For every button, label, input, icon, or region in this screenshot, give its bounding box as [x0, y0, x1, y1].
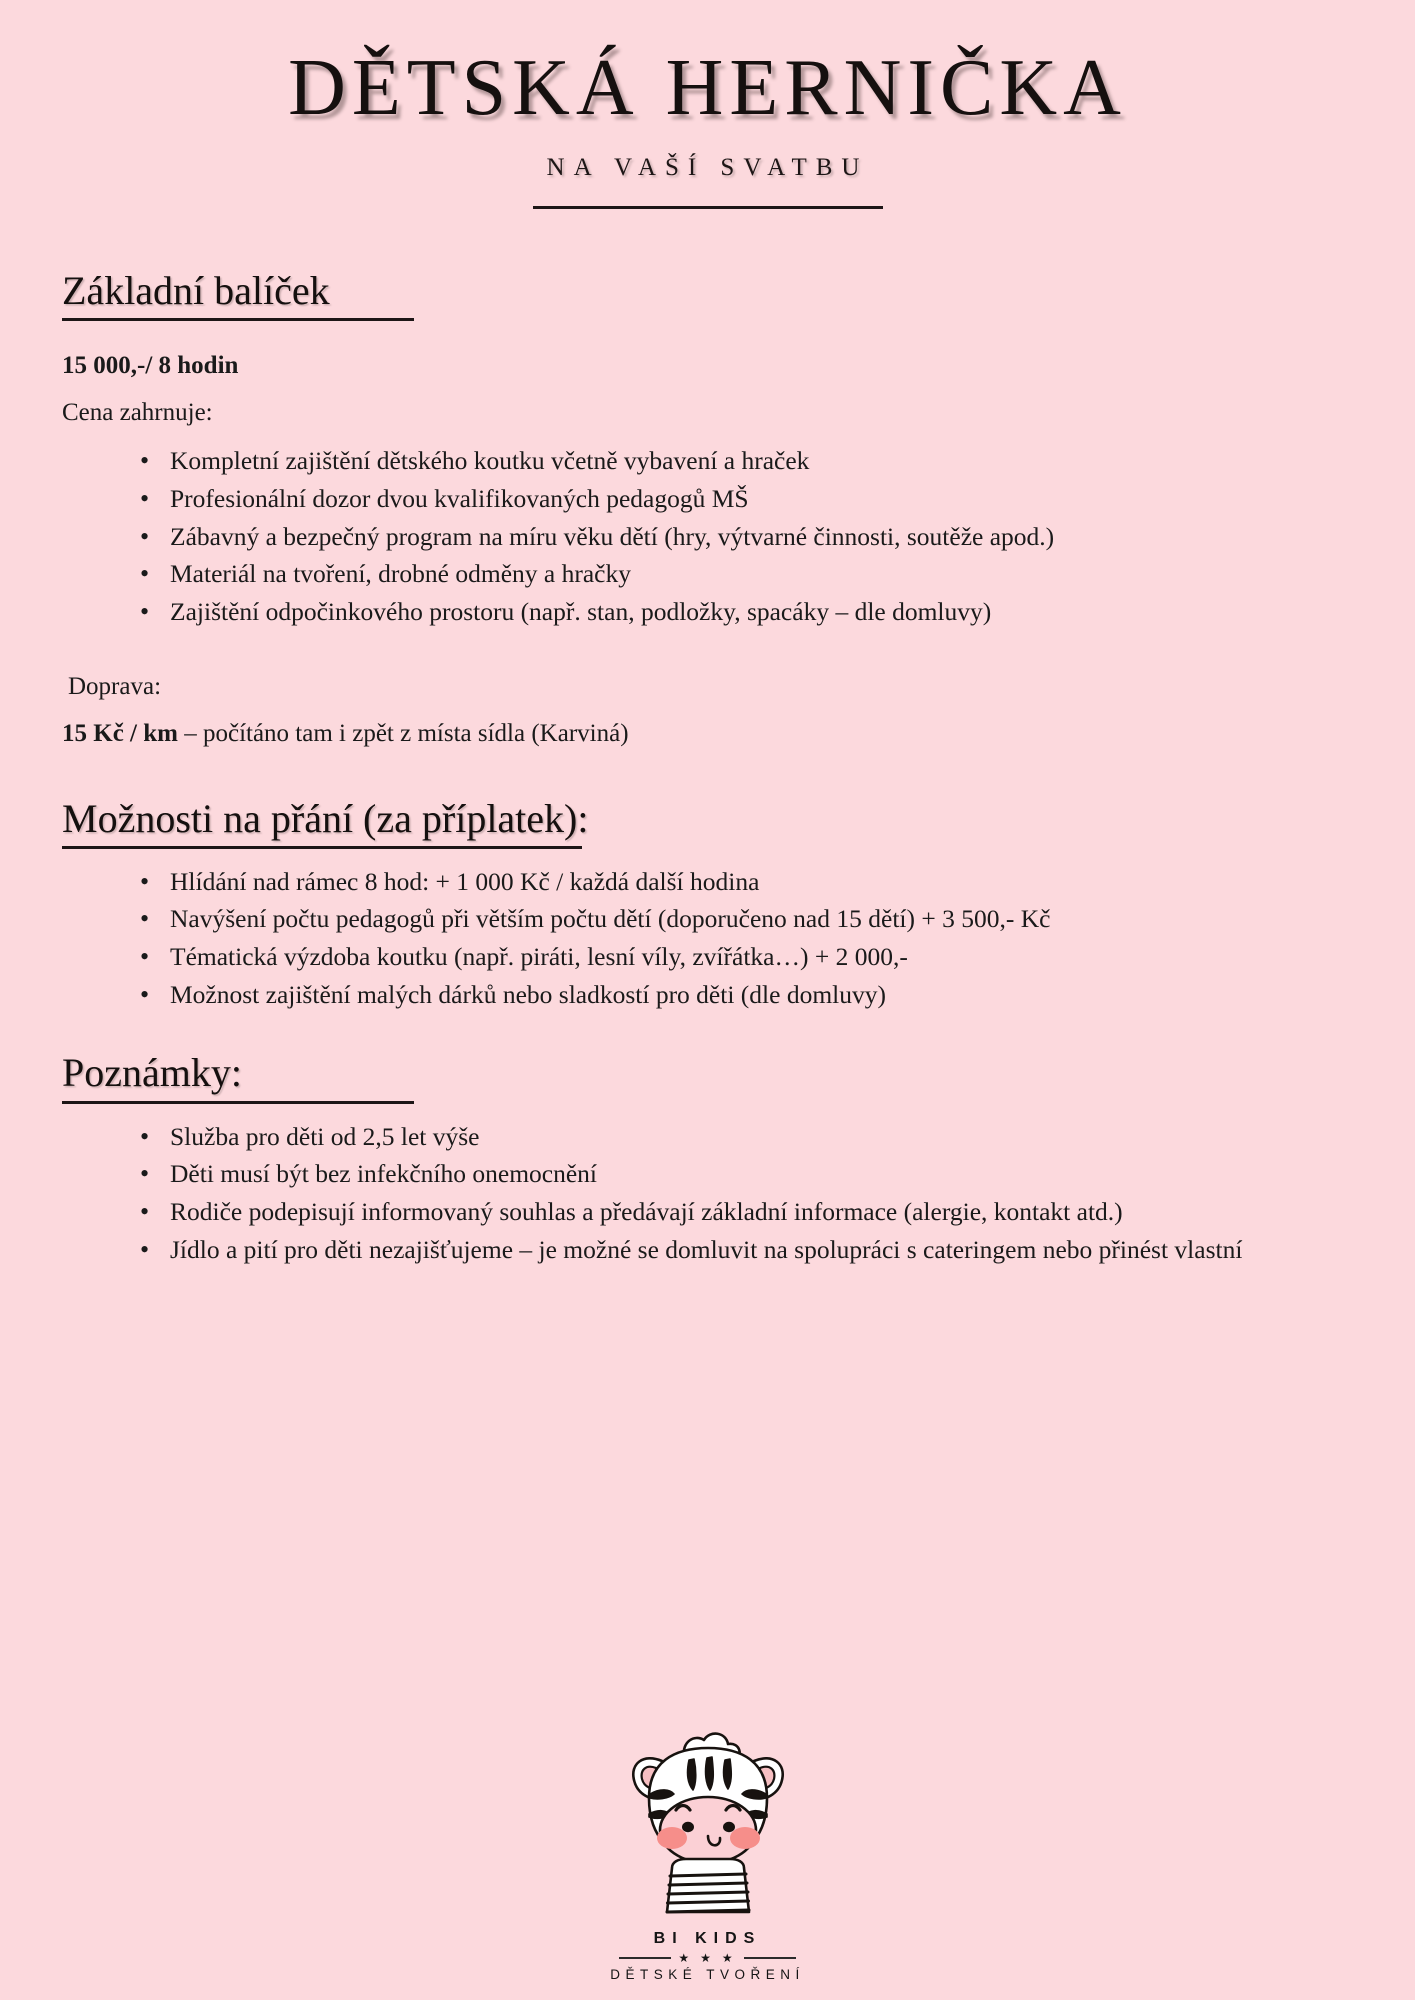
transport-line — [62, 719, 1345, 749]
logo-divider-left — [619, 1957, 671, 1959]
section-heading-underline — [62, 846, 582, 849]
list-item: • Navýšení počtu pedagogů při větším počtu dětí (doporučeno nad 15 dětí) + 3 500,- Kč — [140, 902, 1345, 937]
section-moznosti-na-prani — [62, 795, 1345, 1013]
page-subtitle: NA VAŠÍ SVATBU — [546, 154, 869, 181]
notes-list — [62, 1120, 1345, 1268]
section-heading: Možnosti na přání (za příplatek): — [62, 795, 589, 841]
section-title-wrap — [62, 267, 1345, 321]
price-label: 15 000,-/ 8 hodin — [62, 352, 239, 380]
page-title: DĚTSKÁ HERNIČKA — [288, 44, 1127, 132]
section-zakladni-balicek — [62, 267, 1345, 749]
logo-stars: ★ ★ ★ — [678, 1951, 737, 1965]
price-includes-label: Cena zahrnuje: — [62, 399, 213, 427]
logo-stars-divider — [0, 1952, 1415, 1964]
section-title-wrap — [62, 795, 1345, 849]
section-heading: Základní balíček — [62, 268, 330, 313]
spacer — [62, 633, 1345, 655]
list-item: • Zajištění odpočinkového prostoru (např. stan, podložky, spacáky – dle domluvy) — [140, 595, 1345, 630]
transport-note: – počítáno tam i zpět z místa sídla (Karviná) — [177, 719, 629, 747]
header — [0, 0, 1415, 209]
section-heading: Poznámky: — [62, 1050, 242, 1096]
list-item: • Rodiče podepisují informovaný souhlas a předávají základní informace (alergie, kontakt atd.) — [140, 1195, 1345, 1230]
list-item: • Tématická výzdoba koutku (např. piráti, lesní víly, zvířátka…) + 2 000,- — [140, 940, 1345, 975]
list-item: • Materiál na tvoření, drobné odměny a hračky — [140, 557, 1345, 592]
logo-divider-right — [744, 1957, 796, 1959]
list-item: • Hlídání nad rámec 8 hod: + 1 000 Kč / každá další hodina — [140, 865, 1345, 900]
list-item: • Možnost zajištění malých dárků nebo sladkostí pro děti (dle domluvy) — [140, 978, 1345, 1013]
spacer — [62, 1015, 1345, 1049]
logo-brand-name: BI KIDS — [653, 1930, 762, 1947]
section-poznamky — [62, 1049, 1345, 1267]
list-item: • Kompletní zajištění dětského koutku včetně vybavení a hraček — [140, 444, 1345, 479]
includes-list — [62, 444, 1345, 629]
transport-label: Doprava: — [68, 672, 162, 700]
list-item: • Zábavný a bezpečný program na míru věku dětí (hry, výtvarné činnosti, soutěže apod.) — [140, 520, 1345, 555]
section-heading-underline — [62, 318, 414, 321]
list-item: • Jídlo a pití pro děti nezajišťujeme – je možné se domluvit na spolupráci s cateringem nebo přinést vlastní — [140, 1233, 1345, 1268]
options-list — [62, 865, 1345, 1013]
section-title-wrap — [62, 1049, 1345, 1103]
logo-tagline: DĚTSKÉ TVOŘENÍ — [610, 1967, 805, 1982]
zebra-mascot-icon — [618, 1726, 798, 1926]
header-divider — [533, 206, 883, 209]
section-heading-underline — [62, 1101, 414, 1104]
list-item: • Služba pro děti od 2,5 let výše — [140, 1120, 1345, 1155]
list-item: • Profesionální dozor dvou kvalifikovaných pedagogů MŠ — [140, 482, 1345, 517]
content — [0, 267, 1415, 1267]
list-item: • Děti musí být bez infekčního onemocnění — [140, 1157, 1345, 1192]
brand-logo — [0, 1726, 1415, 1982]
transport-price: 15 Kč / km — [62, 719, 178, 747]
spacer — [62, 749, 1345, 795]
